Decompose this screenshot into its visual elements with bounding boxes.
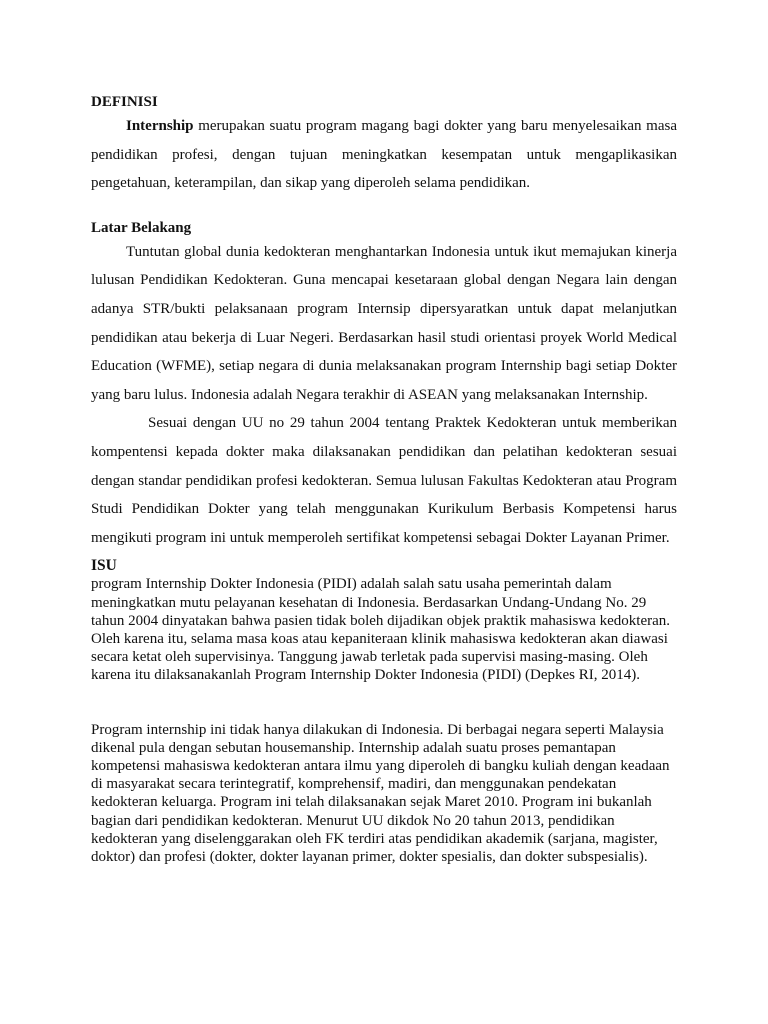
heading-latar-belakang: Latar Belakang (91, 219, 192, 236)
definisi-text: merupakan suatu program magang bagi dokter yang baru menyelesaikan masa pendidikan profesi, dengan tujuan meningkatkan kesempatan untuk mengaplikasikan pengetahuan, keterampilan, dan sikap yang diperoleh selama pendidikan. (91, 118, 677, 192)
heading-definisi: DEFINISI (91, 94, 158, 110)
paragraph-isu-2: Program internship ini tidak hanya dilakukan di Indonesia. Di berbagai negara seperti Malaysia dikenal pula dengan sebutan housemanship. Internship adalah suatu proses pemantapan kompetensi mahasiswa kedokteran antara ilmu yang diperoleh di bangku kuliah dengan keadaan di masyarakat secara terintegratif, komprehensif, madiri, dan menggunakan pendekatan kedokteran keluarga. Program ini telah dilaksanakan sejak Maret 2010. Program ini bukanlah bagian dari pendidikan kedokteran. Menurut UU dikdok No 20 tahun 2013, pendidikan kedokteran yang diselenggarakan oleh FK terdiri atas pendidikan akademik (sarjana, magister, doktor) dan profesi (dokter, dokter layanan primer, dokter spesialis, dan dokter subspesialis). (91, 721, 670, 865)
heading-isu: ISU (91, 557, 117, 575)
paragraph-latar-belakang-1: Tuntutan global dunia kedokteran menghantarkan Indonesia untuk ikut memajukan kinerja lulusan Pendidikan Kedokteran. Guna mencapai kesetaraan global dengan Negara lain dengan adanya STR/bukti pelaksanaan program Internsip dipersyaratkan untuk dapat melanjutkan pendidikan atau bekerja di Luar Negeri. Berdasarkan hasil studi orientasi proyek World Medical Education (WFME), setiap negara di dunia melaksanakan program Internship bagi setiap Dokter yang baru lulus. Indonesia adalah Negara terakhir di ASEAN yang melaksanakan Internship. (91, 243, 677, 403)
paragraph-definisi (91, 112, 677, 198)
paragraph-isu-1: program Internship Dokter Indonesia (PIDI) adalah salah satu usaha pemerintah dalam meningkatkan mutu pelayanan kesehatan di Indonesia. Berdasarkan Undang-Undang No. 29 tahun 2004 dinyatakan bahwa pasien tidak boleh dijadikan objek praktik mahasiswa kedokteran. Oleh karena itu, selama masa koas atau kepaniteraan klinik mahasiswa kedokteran akan diawasi secara ketat oleh supervisinya. Tanggung jawab terletak pada supervisi masing-masing. Oleh karena itu dilaksanakanlah Program Internship Dokter Indonesia (PIDI) (Depkes RI, 2014). (91, 576, 671, 684)
paragraph-latar-belakang-2: Sesuai dengan UU no 29 tahun 2004 tentang Praktek Kedokteran untuk memberikan kompentensi kepada dokter maka dilaksanakan pendidikan dan pelatihan kedokteran sesuai dengan standar pendidikan profesi kedokteran. Semua lulusan Fakultas Kedokteran atau Program Studi Pendidikan Dokter yang telah menggunakan Kurikulum Berbasis Kompetensi harus mengikuti program ini untuk memperoleh sertifikat kompetensi sebagai Dokter Layanan Primer. (91, 415, 677, 546)
term-internship: Internship (126, 118, 194, 134)
